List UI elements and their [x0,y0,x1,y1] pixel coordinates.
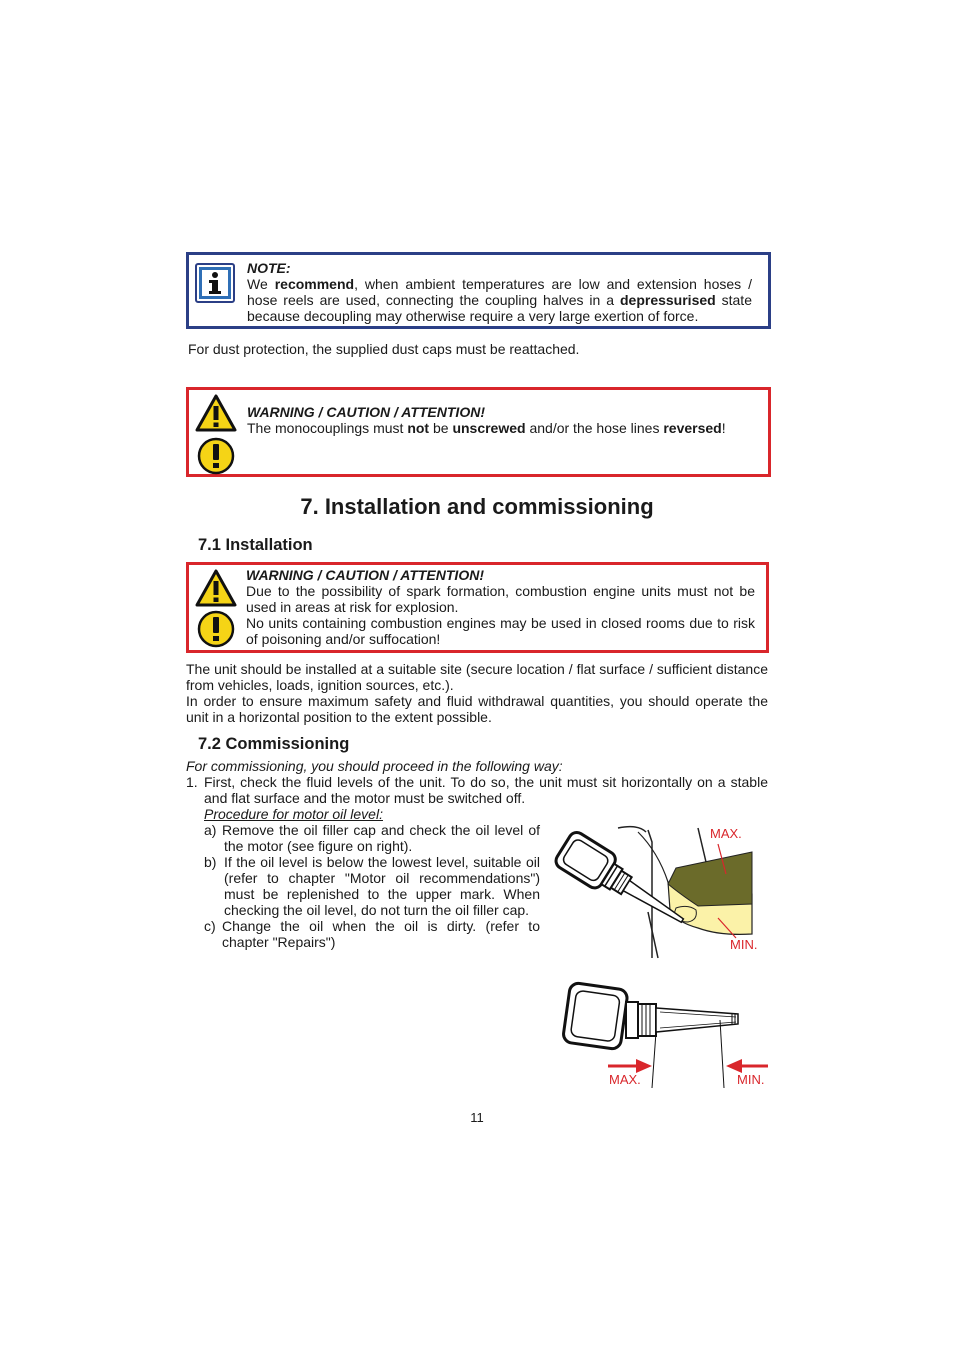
page-number: 11 [470,1110,484,1125]
min-label: MIN. [730,937,758,952]
dust-protection-text: For dust protection, the supplied dust caps must be reattached. [188,341,580,357]
section-heading-installation: 7.1 Installation [198,536,313,554]
substep-a-text: Remove the oil filler cap and check the oil level of the motor (see figure on right). [222,822,540,854]
substep-label-c: c) [204,918,216,934]
substep-label-b: b) [204,854,217,870]
step-number: 1. [186,774,198,790]
commissioning-intro: For commissioning, you should proceed in the following way: [186,758,563,774]
info-icon [195,263,235,303]
warning-text-closed-rooms: No units containing combustion engines may be used in closed rooms due to risk of poisoning and/or suffocation! [246,615,755,647]
substep-c-text: Change the oil when the oil is dirty. (refer to chapter "Repairs") [222,918,540,950]
step-1-text: First, check the fluid levels of the unit. To do so, the unit must sit horizontally on a stable and flat surface and the motor must be switched off. [204,774,768,806]
min-label: MIN. [737,1072,765,1087]
chapter-heading: 7. Installation and commissioning [300,494,654,519]
section-heading-commissioning: 7.2 Commissioning [198,735,350,753]
note-text: We recommend, when ambient temperatures are low and extension hoses / hose reels are used, connecting the coupling halves in a depressurised state because decoupling may otherwise require a very large exertion of force. [247,276,753,324]
warning-title: WARNING / CAUTION / ATTENTION! [246,567,484,583]
procedure-heading: Procedure for motor oil level: [204,806,383,822]
substep-label-a: a) [204,822,217,838]
warning-box-couplings [186,387,771,477]
max-label: MAX. [609,1072,641,1087]
warning-text: The monocouplings must not be unscrewed and/or the hose lines reversed! [247,420,726,436]
warning-box-installation [186,562,769,653]
warning-text-explosion: Due to the possibility of spark formation, combustion engine units must not be used in areas at risk for explosion. [246,583,755,615]
warning-title: WARNING / CAUTION / ATTENTION! [247,404,485,420]
substep-b-text: If the oil level is below the lowest level, suitable oil (refer to chapter "Motor oil recommendations") must be replenished to the upper mark. When checking the oil level, do not turn the oil filler cap. [224,854,540,918]
installation-para-horizontal: In order to ensure maximum safety and fluid withdrawal quantities, you should operate the unit in a horizontal position to the extent possible. [186,693,768,725]
oil-level-check-illustration [548,822,758,960]
installation-para-site: The unit should be installed at a suitable site (secure location / flat surface / sufficient distance from vehicles, loads, ignition sources, etc.). [186,661,768,693]
note-title: NOTE: [247,260,291,276]
dipstick-illustration [560,980,772,1092]
note-box [186,252,771,329]
max-label: MAX. [710,826,742,841]
